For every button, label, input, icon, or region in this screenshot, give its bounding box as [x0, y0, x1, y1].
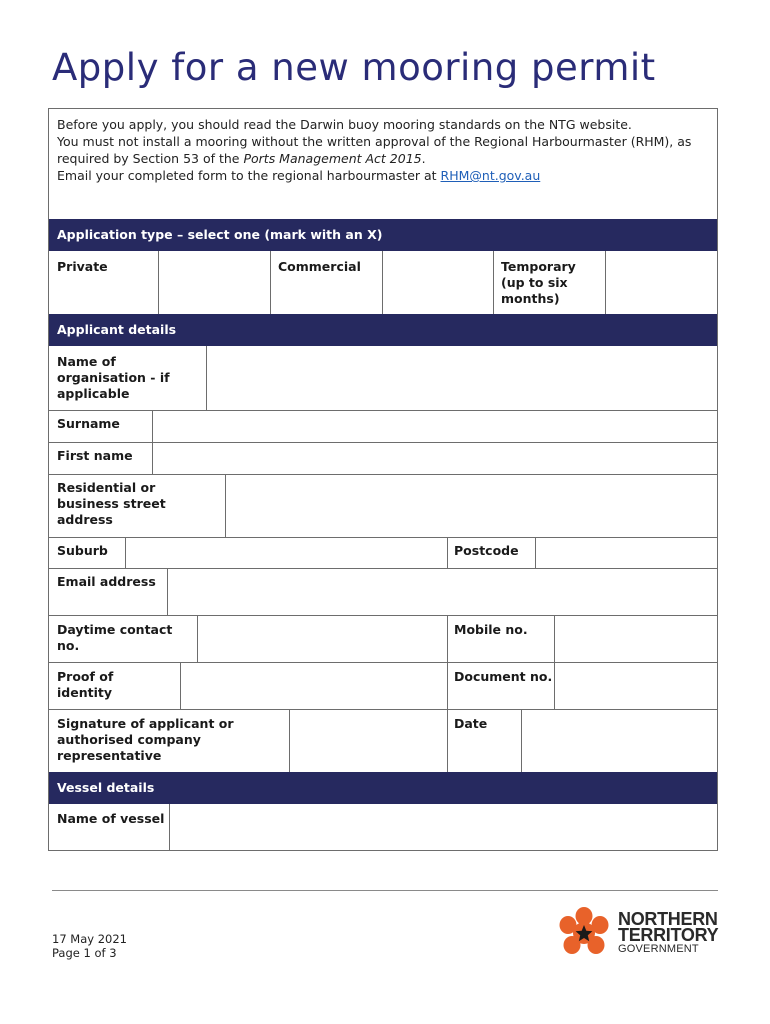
label-private: Private: [57, 259, 108, 274]
intro-line-2: You must not install a mooring without the written approval of the Regional Harbourmaster (RHM), as required by Section 53 of the Ports Management Act 2015.: [57, 134, 692, 166]
surname-field[interactable]: [153, 411, 717, 442]
intro-line-3: Email your completed form to the regional harbourmaster at RHM@nt.gov.au: [57, 168, 541, 183]
label-suburb: Suburb: [57, 543, 108, 558]
desert-rose-icon: [556, 905, 612, 961]
section-vessel-details: Vessel details: [49, 772, 717, 804]
logo-line-2: TERRITORY: [618, 925, 719, 945]
footer: [52, 932, 127, 960]
address-field[interactable]: [226, 475, 717, 537]
logo-line-1: NORTHERN: [618, 909, 718, 929]
label-address: Residential or business street address: [57, 480, 166, 527]
document-no-field[interactable]: [555, 663, 717, 709]
footer-date: 17 May 2021: [52, 932, 127, 946]
logo-text: [618, 911, 718, 956]
section-application-type: Application type – select one (mark with an X): [49, 219, 717, 251]
footer-page: Page 1 of 3: [52, 946, 117, 960]
label-proof-identity: Proof of identity: [57, 669, 114, 700]
signature-field[interactable]: [290, 710, 446, 772]
date-field[interactable]: [522, 710, 717, 772]
private-checkbox[interactable]: [159, 252, 269, 314]
nt-government-logo: [556, 905, 720, 961]
label-email: Email address: [57, 574, 156, 589]
intro-line-1: Before you apply, you should read the Darwin buoy mooring standards on the NTG website.: [57, 117, 632, 132]
section-applicant-details: Applicant details: [49, 314, 717, 346]
mobile-field[interactable]: [555, 616, 717, 662]
page-title: Apply for a new mooring permit: [52, 46, 656, 89]
footer-divider: [52, 890, 718, 891]
first-name-field[interactable]: [153, 443, 717, 474]
email-link[interactable]: RHM@nt.gov.au: [440, 168, 541, 183]
logo-line-3: GOVERNMENT: [618, 943, 699, 955]
intro-text: [57, 116, 707, 184]
permit-form: [48, 108, 718, 851]
label-signature: Signature of applicant or authorised company representative: [57, 716, 234, 763]
label-surname: Surname: [57, 416, 120, 431]
label-organisation: Name of organisation - if applicable: [57, 354, 170, 401]
commercial-checkbox[interactable]: [383, 252, 493, 314]
label-temporary: Temporary (up to six months): [501, 259, 576, 306]
postcode-field[interactable]: [536, 538, 717, 568]
label-mobile: Mobile no.: [454, 622, 528, 637]
daytime-contact-field[interactable]: [198, 616, 446, 662]
label-daytime-contact: Daytime contact no.: [57, 622, 173, 653]
label-date: Date: [454, 716, 488, 731]
label-commercial: Commercial: [278, 259, 361, 274]
label-document-no: Document no.: [454, 669, 553, 684]
label-postcode: Postcode: [454, 543, 519, 558]
suburb-field[interactable]: [126, 538, 446, 568]
act-name: Ports Management Act 2015: [243, 151, 422, 166]
temporary-checkbox[interactable]: [606, 252, 717, 314]
email-field[interactable]: [168, 569, 717, 615]
label-vessel-name: Name of vessel: [57, 811, 165, 826]
proof-identity-field[interactable]: [181, 663, 446, 709]
vessel-name-field[interactable]: [170, 805, 717, 850]
organisation-field[interactable]: [207, 347, 717, 410]
label-first-name: First name: [57, 448, 133, 463]
